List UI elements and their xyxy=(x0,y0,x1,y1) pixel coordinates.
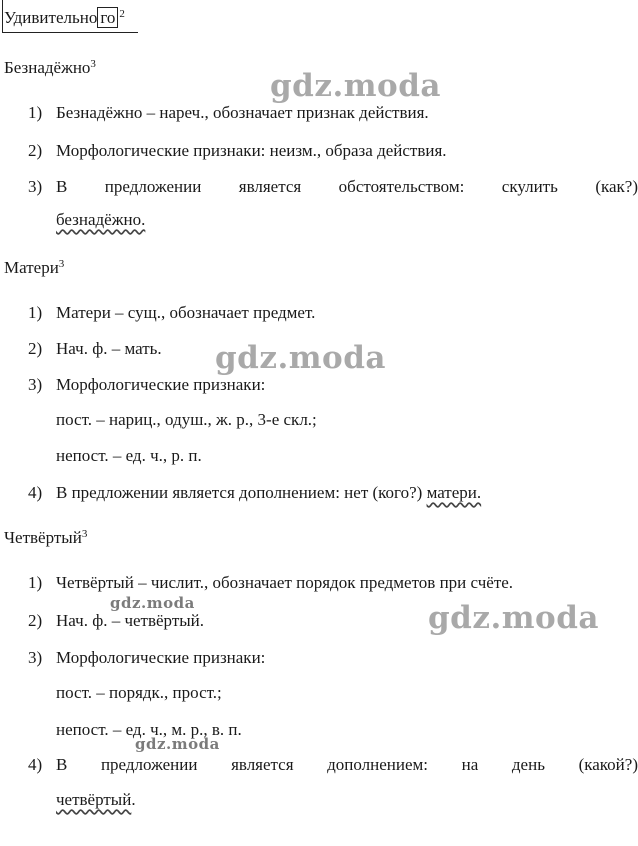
item-text: В предложении является дополнением: нет (кого?) матери. xyxy=(56,483,482,502)
item-text: Нач. ф. – мать. xyxy=(56,339,162,358)
item-number: 3) xyxy=(28,177,43,196)
item-continuation: четвёртый. xyxy=(56,790,136,809)
item-subline: непост. – ед. ч., м. р., в. п. xyxy=(56,720,242,739)
watermark: gdz.moda xyxy=(428,600,599,636)
item-number: 1) xyxy=(28,573,43,592)
item-text: Морфологические признаки: xyxy=(56,648,266,667)
item-number: 2) xyxy=(28,611,43,630)
item-text: В предложении является дополнением: на день (какой?) xyxy=(56,755,638,774)
item-number: 4) xyxy=(28,755,43,774)
item-number: 3) xyxy=(28,375,43,394)
item-text: Морфологические признаки: неизм., образа действия. xyxy=(56,141,447,160)
item-number: 1) xyxy=(28,103,43,122)
item-subline: пост. – порядк., прост.; xyxy=(56,683,222,702)
item-number: 1) xyxy=(28,303,43,322)
item-text: Четвёртый – числит., обозначает порядок предметов при счёте. xyxy=(56,573,514,592)
watermark: gdz.moda xyxy=(215,340,386,376)
item-text: Морфологические признаки: xyxy=(56,375,266,394)
header-word xyxy=(4,8,125,28)
item-number: 4) xyxy=(28,483,43,502)
item-number: 2) xyxy=(28,141,43,160)
header-word-main: Удивительно xyxy=(4,8,98,27)
header-word-ending: го xyxy=(97,7,118,28)
item-text: Безнадёжно – нареч., обозначает признак действия. xyxy=(56,103,429,122)
watermark: gdz.moda xyxy=(270,68,441,104)
item-subline: непост. – ед. ч., р. п. xyxy=(56,446,202,465)
item-tail: матери. xyxy=(426,483,482,502)
section-heading: Матери$^3$ xyxy=(4,258,65,277)
item-number: 2) xyxy=(28,339,43,358)
section-heading: Безнадёжно$^3$ xyxy=(4,58,96,77)
item-text: В предложении является обстоятельством: скулить (как?) xyxy=(56,177,638,196)
item-text: Матери – сущ., обозначает предмет. xyxy=(56,303,316,322)
watermark: gdz.moda xyxy=(110,594,195,612)
item-continuation: безнадёжно. xyxy=(56,210,146,229)
header-sup: 2 xyxy=(119,8,125,20)
section-heading: Четвёртый$^3$ xyxy=(4,528,88,547)
item-number: 3) xyxy=(28,648,43,667)
watermark: gdz.moda xyxy=(135,735,220,753)
item-subline: пост. – нариц., одуш., ж. р., 3-е скл.; xyxy=(56,410,317,429)
item-text: Нач. ф. – четвёртый. xyxy=(56,611,205,630)
